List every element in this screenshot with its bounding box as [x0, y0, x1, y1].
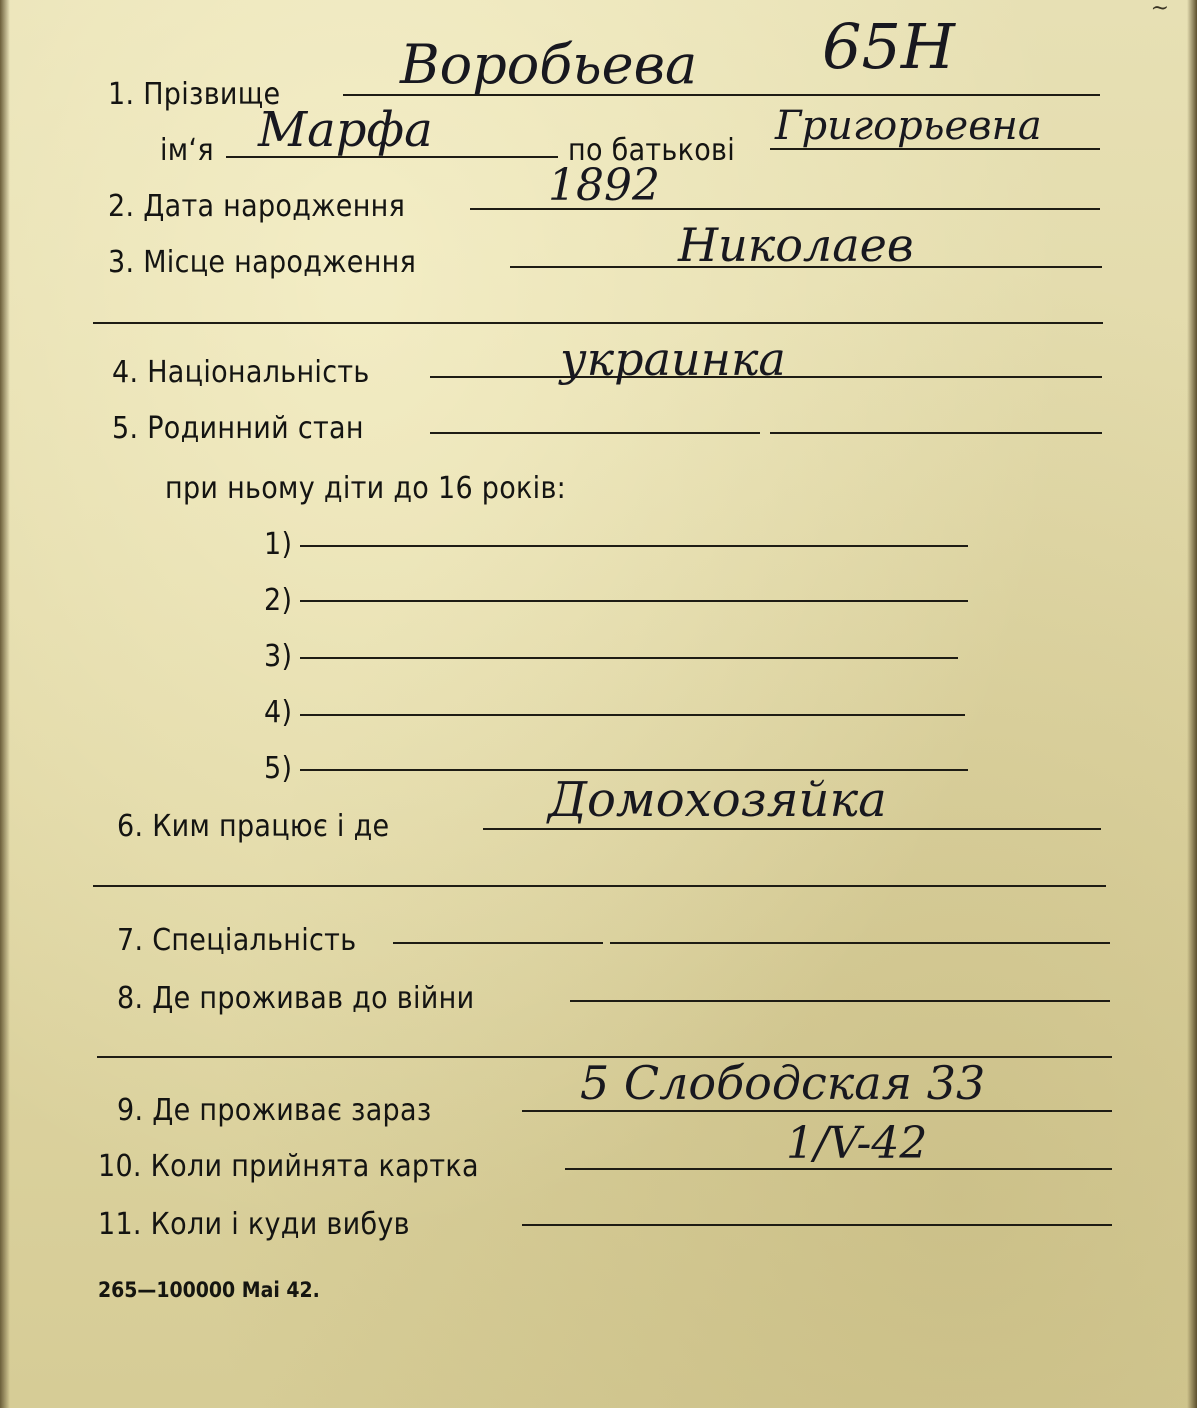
hw-birth-year: 1892 — [548, 160, 660, 211]
label-child-1: 1) — [264, 527, 293, 562]
line-birth-place-extra — [93, 322, 1103, 324]
line-prewar-residence — [570, 1000, 1110, 1002]
line-current-residence — [522, 1110, 1112, 1112]
corner-mark: ~ — [1150, 0, 1169, 21]
hw-card-date: 1/V-42 — [786, 1118, 928, 1169]
label-departure: 11. Коли і куди вибув — [98, 1207, 410, 1242]
label-marital-status: 5. Родинний стан — [112, 411, 364, 446]
label-prewar-residence: 8. Де проживав до війни — [117, 981, 475, 1016]
label-card-date: 10. Коли прийнята картка — [98, 1149, 479, 1184]
label-child-5: 5) — [264, 751, 293, 786]
line-marital-status-b — [770, 432, 1102, 434]
paper-edge-right — [1187, 0, 1197, 1408]
label-birth-place: 3. Місце народження — [108, 245, 417, 280]
line-specialty-b — [610, 942, 1110, 944]
hw-address: 5 Слободская 33 — [580, 1056, 986, 1110]
label-occupation: 6. Ким працює і де — [117, 809, 390, 844]
label-patronymic: по батькові — [568, 133, 736, 168]
hw-birth-place: Николаев — [678, 218, 914, 272]
label-children: при ньому діти до 16 років: — [165, 471, 567, 506]
label-child-3: 3) — [264, 639, 293, 674]
line-specialty-a — [393, 942, 603, 944]
hw-name: Марфа — [258, 102, 433, 158]
print-code: 265—100000 Mai 42. — [98, 1278, 320, 1302]
label-name: ім‘я — [160, 133, 214, 168]
line-occupation-extra — [93, 885, 1106, 887]
line-child-5 — [300, 769, 968, 771]
label-birth-date: 2. Дата народження — [108, 189, 406, 224]
label-nationality: 4. Національність — [112, 355, 370, 390]
label-child-4: 4) — [264, 695, 293, 730]
hw-patronymic: Григорьевна — [775, 103, 1042, 149]
label-child-2: 2) — [264, 583, 293, 618]
hw-occupation: Домохозяйка — [548, 772, 887, 828]
label-specialty: 7. Спеціальність — [117, 923, 357, 958]
hw-surname: Воробьева — [400, 33, 698, 96]
label-surname: 1. Прізвище — [108, 77, 281, 112]
line-departure — [522, 1224, 1112, 1226]
line-marital-status-a — [430, 432, 760, 434]
label-current-residence: 9. Де проживає зараз — [117, 1093, 432, 1128]
hw-nationality: украинка — [560, 332, 786, 386]
line-child-3 — [300, 657, 958, 659]
line-child-2 — [300, 600, 968, 602]
line-child-1 — [300, 545, 968, 547]
line-child-4 — [300, 714, 965, 716]
hw-number: 65Н — [822, 10, 955, 83]
paper-edge-left — [0, 0, 10, 1408]
line-occupation — [483, 828, 1101, 830]
